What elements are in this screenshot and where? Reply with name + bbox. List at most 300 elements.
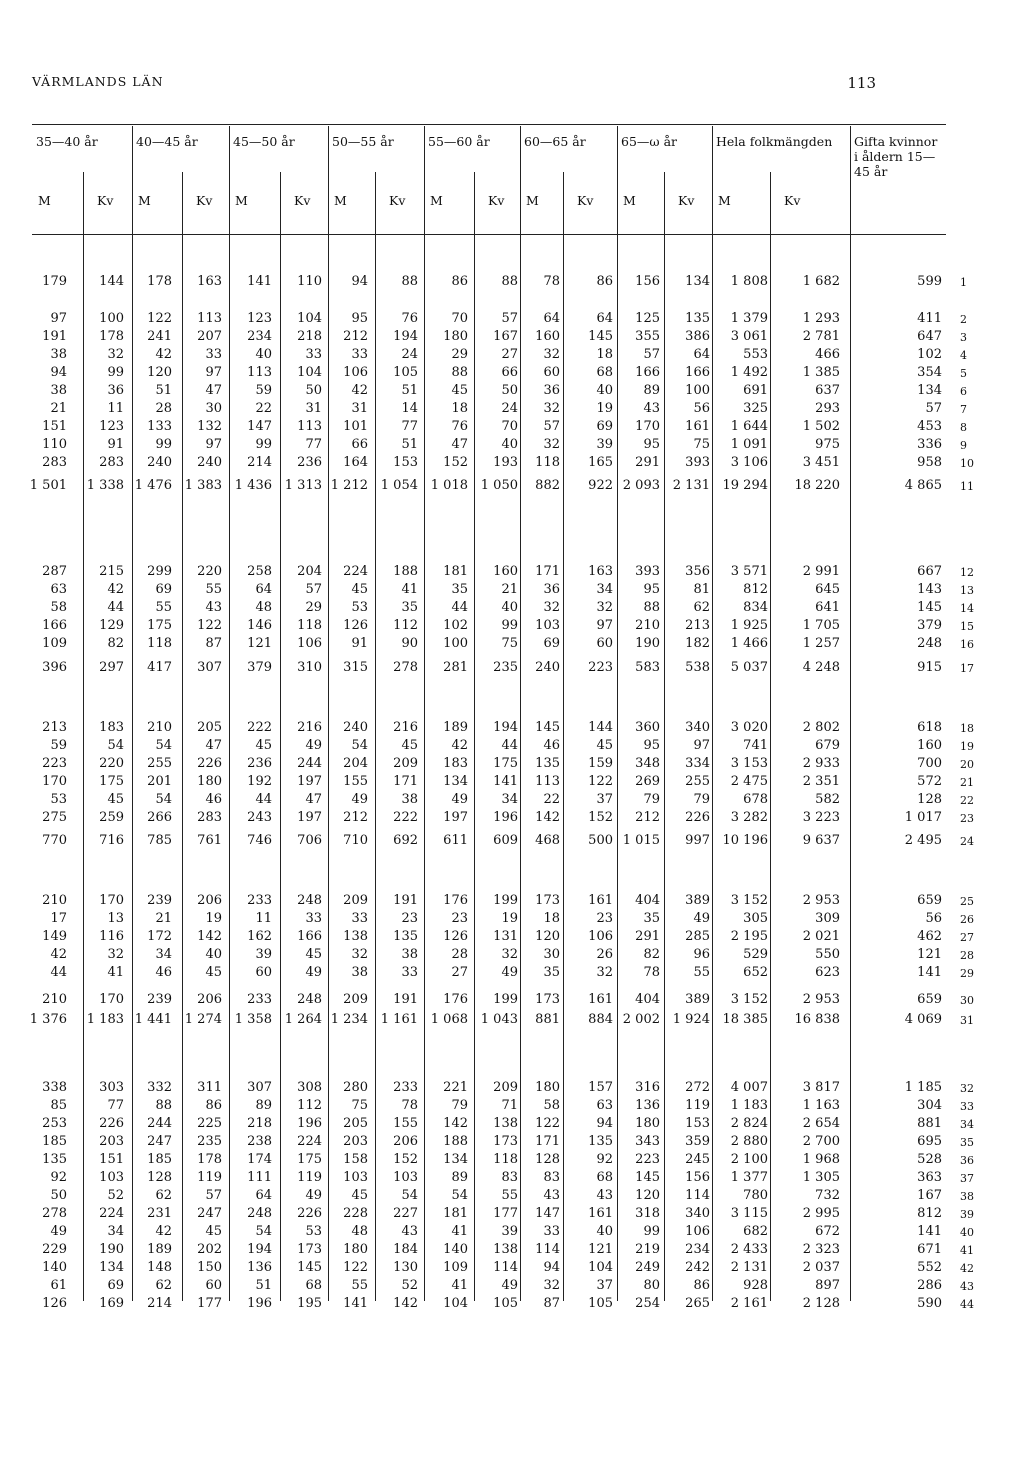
table-cell: 283 xyxy=(99,455,124,470)
line-number: 18 xyxy=(960,722,974,735)
table-cell: 834 xyxy=(743,600,768,615)
table-cell: 129 xyxy=(99,618,124,633)
table-cell: 305 xyxy=(743,911,768,926)
table-cell: 652 xyxy=(743,965,768,980)
table-cell: 145 xyxy=(635,1170,660,1185)
table-cell: 106 xyxy=(685,1224,710,1239)
table-cell: 197 xyxy=(443,810,468,825)
table-cell: 81 xyxy=(693,582,710,597)
table-cell: 659 xyxy=(917,992,942,1007)
table-cell: 255 xyxy=(685,774,710,789)
line-number: 41 xyxy=(960,1244,974,1257)
line-number: 33 xyxy=(960,1100,974,1113)
table-cell: 95 xyxy=(643,738,660,753)
table-cell: 109 xyxy=(443,1260,468,1275)
table-cell: 38 xyxy=(50,383,67,398)
table-cell: 144 xyxy=(99,274,124,289)
table-cell: 2 953 xyxy=(802,992,840,1007)
table-cell: 325 xyxy=(743,401,768,416)
table-cell: 177 xyxy=(197,1296,222,1311)
table-cell: 77 xyxy=(401,419,418,434)
table-cell: 69 xyxy=(155,582,172,597)
table-cell: 45 xyxy=(205,1224,222,1239)
table-cell: 54 xyxy=(351,738,368,753)
table-cell: 178 xyxy=(147,274,172,289)
table-cell: 185 xyxy=(147,1152,172,1167)
table-cell: 105 xyxy=(493,1296,518,1311)
table-cell: 310 xyxy=(297,660,322,675)
table-cell: 24 xyxy=(501,401,518,416)
table-cell: 201 xyxy=(147,774,172,789)
table-cell: 103 xyxy=(393,1170,418,1185)
table-cell: 181 xyxy=(443,1206,468,1221)
table-cell: 165 xyxy=(588,455,613,470)
table-cell: 114 xyxy=(685,1188,710,1203)
table-cell: 87 xyxy=(205,636,222,651)
table-cell: 209 xyxy=(493,1080,518,1095)
table-cell: 191 xyxy=(42,329,67,344)
table-cell: 138 xyxy=(493,1242,518,1257)
table-cell: 163 xyxy=(197,274,222,289)
sub-header-kv: Kv xyxy=(196,193,213,208)
table-cell: 3 020 xyxy=(730,720,768,735)
table-cell: 143 xyxy=(917,582,942,597)
table-cell: 45 xyxy=(401,738,418,753)
table-cell: 253 xyxy=(42,1116,67,1131)
table-cell: 278 xyxy=(393,660,418,675)
table-cell: 42 xyxy=(155,1224,172,1239)
table-cell: 21 xyxy=(501,582,518,597)
table-cell: 248 xyxy=(917,636,942,651)
table-cell: 2 161 xyxy=(730,1296,768,1311)
table-cell: 142 xyxy=(443,1116,468,1131)
table-cell: 57 xyxy=(205,1188,222,1203)
table-cell: 18 385 xyxy=(722,1012,768,1027)
table-cell: 209 xyxy=(343,992,368,1007)
table-cell: 196 xyxy=(493,810,518,825)
table-cell: 338 xyxy=(42,1080,67,1095)
table-cell: 283 xyxy=(42,455,67,470)
table-cell: 41 xyxy=(451,1278,468,1293)
table-cell: 53 xyxy=(305,1224,322,1239)
table-cell: 42 xyxy=(351,383,368,398)
table-cell: 64 xyxy=(543,311,560,326)
table-cell: 122 xyxy=(588,774,613,789)
table-cell: 45 xyxy=(255,738,272,753)
table-cell: 32 xyxy=(543,1278,560,1293)
table-cell: 247 xyxy=(147,1134,172,1149)
table-cell: 128 xyxy=(917,792,942,807)
line-number: 36 xyxy=(960,1154,974,1167)
table-cell: 51 xyxy=(401,437,418,452)
table-cell: 194 xyxy=(493,720,518,735)
table-cell: 54 xyxy=(401,1188,418,1203)
table-cell: 94 xyxy=(351,274,368,289)
table-cell: 404 xyxy=(635,893,660,908)
table-cell: 287 xyxy=(42,564,67,579)
line-number: 9 xyxy=(960,439,967,452)
table-cell: 1 968 xyxy=(802,1152,840,1167)
table-cell: 5 037 xyxy=(730,660,768,675)
table-cell: 33 xyxy=(401,965,418,980)
table-cell: 189 xyxy=(443,720,468,735)
line-number: 13 xyxy=(960,584,974,597)
table-cell: 45 xyxy=(205,965,222,980)
table-cell: 599 xyxy=(917,274,942,289)
table-cell: 94 xyxy=(543,1260,560,1275)
table-cell: 227 xyxy=(393,1206,418,1221)
table-cell: 204 xyxy=(297,564,322,579)
table-cell: 86 xyxy=(596,274,613,289)
table-cell: 44 xyxy=(255,792,272,807)
table-cell: 135 xyxy=(393,929,418,944)
table-cell: 307 xyxy=(197,660,222,675)
table-cell: 193 xyxy=(493,455,518,470)
table-cell: 60 xyxy=(255,965,272,980)
table-cell: 145 xyxy=(297,1260,322,1275)
table-cell: 112 xyxy=(297,1098,322,1113)
table-cell: 39 xyxy=(255,947,272,962)
table-cell: 92 xyxy=(596,1152,613,1167)
table-cell: 46 xyxy=(543,738,560,753)
table-cell: 136 xyxy=(635,1098,660,1113)
table-cell: 248 xyxy=(247,1206,272,1221)
age-group-header: 55—60 år xyxy=(428,134,490,149)
table-cell: 3 817 xyxy=(802,1080,840,1095)
line-number: 21 xyxy=(960,776,974,789)
table-cell: 50 xyxy=(50,1188,67,1203)
table-cell: 106 xyxy=(343,365,368,380)
table-cell: 272 xyxy=(685,1080,710,1095)
table-cell: 89 xyxy=(643,383,660,398)
table-cell: 318 xyxy=(635,1206,660,1221)
table-cell: 220 xyxy=(197,564,222,579)
table-cell: 245 xyxy=(685,1152,710,1167)
table-cell: 40 xyxy=(596,1224,613,1239)
table-cell: 180 xyxy=(197,774,222,789)
table-cell: 244 xyxy=(297,756,322,771)
table-cell: 173 xyxy=(493,1134,518,1149)
table-cell: 118 xyxy=(493,1152,518,1167)
table-cell: 147 xyxy=(247,419,272,434)
table-cell: 110 xyxy=(42,437,67,452)
table-cell: 41 xyxy=(107,965,124,980)
table-cell: 97 xyxy=(205,437,222,452)
table-cell: 286 xyxy=(917,1278,942,1293)
table-cell: 69 xyxy=(596,419,613,434)
table-cell: 86 xyxy=(451,274,468,289)
table-cell: 191 xyxy=(393,992,418,1007)
table-cell: 234 xyxy=(685,1242,710,1257)
table-cell: 17 xyxy=(50,911,67,926)
table-cell: 99 xyxy=(107,365,124,380)
table-cell: 94 xyxy=(50,365,67,380)
table-cell: 48 xyxy=(255,600,272,615)
table-cell: 113 xyxy=(247,365,272,380)
table-cell: 50 xyxy=(501,383,518,398)
table-cell: 404 xyxy=(635,992,660,1007)
table-cell: 222 xyxy=(247,720,272,735)
table-cell: 170 xyxy=(635,419,660,434)
table-cell: 1 068 xyxy=(430,1012,468,1027)
table-cell: 141 xyxy=(343,1296,368,1311)
table-cell: 2 991 xyxy=(802,564,840,579)
table-cell: 44 xyxy=(451,600,468,615)
table-cell: 240 xyxy=(197,455,222,470)
table-cell: 54 xyxy=(255,1224,272,1239)
table-cell: 206 xyxy=(197,893,222,908)
table-cell: 40 xyxy=(205,947,222,962)
table-cell: 52 xyxy=(107,1188,124,1203)
table-cell: 161 xyxy=(685,419,710,434)
table-cell: 34 xyxy=(155,947,172,962)
table-cell: 50 xyxy=(305,383,322,398)
table-cell: 192 xyxy=(247,774,272,789)
table-cell: 141 xyxy=(917,965,942,980)
table-cell: 57 xyxy=(643,347,660,362)
table-cell: 172 xyxy=(147,929,172,944)
table-cell: 667 xyxy=(917,564,942,579)
table-cell: 120 xyxy=(635,1188,660,1203)
table-cell: 466 xyxy=(815,347,840,362)
table-cell: 732 xyxy=(815,1188,840,1203)
table-cell: 1 379 xyxy=(730,311,768,326)
table-cell: 2 880 xyxy=(730,1134,768,1149)
table-cell: 180 xyxy=(343,1242,368,1257)
table-cell: 2 495 xyxy=(904,833,942,848)
table-cell: 83 xyxy=(501,1170,518,1185)
table-cell: 191 xyxy=(393,893,418,908)
table-cell: 170 xyxy=(99,893,124,908)
table-cell: 122 xyxy=(343,1260,368,1275)
table-cell: 1 091 xyxy=(730,437,768,452)
table-cell: 780 xyxy=(743,1188,768,1203)
table-cell: 41 xyxy=(401,582,418,597)
table-cell: 97 xyxy=(596,618,613,633)
table-cell: 62 xyxy=(155,1278,172,1293)
table-cell: 131 xyxy=(493,929,518,944)
table-cell: 42 xyxy=(451,738,468,753)
table-cell: 881 xyxy=(917,1116,942,1131)
table-cell: 2 351 xyxy=(802,774,840,789)
table-cell: 356 xyxy=(685,564,710,579)
table-cell: 207 xyxy=(197,329,222,344)
table-cell: 1 050 xyxy=(480,478,518,493)
table-cell: 30 xyxy=(543,947,560,962)
table-cell: 572 xyxy=(917,774,942,789)
table-cell: 153 xyxy=(393,455,418,470)
table-cell: 171 xyxy=(393,774,418,789)
table-cell: 203 xyxy=(99,1134,124,1149)
line-number: 30 xyxy=(960,994,974,1007)
table-cell: 70 xyxy=(501,419,518,434)
table-cell: 55 xyxy=(501,1188,518,1203)
table-cell: 922 xyxy=(588,478,613,493)
table-cell: 1 234 xyxy=(330,1012,368,1027)
table-cell: 2 933 xyxy=(802,756,840,771)
table-cell: 136 xyxy=(247,1260,272,1275)
line-number: 40 xyxy=(960,1226,974,1239)
table-cell: 389 xyxy=(685,893,710,908)
table-cell: 307 xyxy=(247,1080,272,1095)
table-cell: 70 xyxy=(451,311,468,326)
table-cell: 1 054 xyxy=(380,478,418,493)
table-cell: 60 xyxy=(205,1278,222,1293)
table-cell: 102 xyxy=(917,347,942,362)
table-cell: 95 xyxy=(351,311,368,326)
line-number: 17 xyxy=(960,662,974,675)
table-cell: 161 xyxy=(588,893,613,908)
table-cell: 175 xyxy=(297,1152,322,1167)
table-cell: 355 xyxy=(635,329,660,344)
table-cell: 133 xyxy=(147,419,172,434)
table-cell: 54 xyxy=(107,738,124,753)
sub-header-kv: Kv xyxy=(389,193,406,208)
table-cell: 56 xyxy=(925,911,942,926)
table-cell: 1 466 xyxy=(730,636,768,651)
line-number: 11 xyxy=(960,480,974,493)
table-cell: 396 xyxy=(42,660,67,675)
table-cell: 134 xyxy=(443,1152,468,1167)
table-cell: 9 637 xyxy=(802,833,840,848)
table-cell: 216 xyxy=(297,720,322,735)
table-cell: 34 xyxy=(501,792,518,807)
table-cell: 68 xyxy=(305,1278,322,1293)
table-cell: 135 xyxy=(588,1134,613,1149)
table-cell: 231 xyxy=(147,1206,172,1221)
table-cell: 27 xyxy=(501,347,518,362)
table-cell: 240 xyxy=(147,455,172,470)
table-cell: 119 xyxy=(197,1170,222,1185)
table-cell: 158 xyxy=(343,1152,368,1167)
table-cell: 212 xyxy=(343,329,368,344)
table-cell: 59 xyxy=(255,383,272,398)
table-cell: 100 xyxy=(99,311,124,326)
line-number: 31 xyxy=(960,1014,974,1027)
table-cell: 169 xyxy=(99,1296,124,1311)
table-cell: 2 781 xyxy=(802,329,840,344)
table-cell: 500 xyxy=(588,833,613,848)
table-cell: 33 xyxy=(351,911,368,926)
table-cell: 88 xyxy=(155,1098,172,1113)
table-cell: 166 xyxy=(635,365,660,380)
table-cell: 42 xyxy=(155,347,172,362)
table-cell: 44 xyxy=(50,965,67,980)
table-cell: 240 xyxy=(343,720,368,735)
sub-header-kv: Kv xyxy=(784,193,801,208)
table-cell: 54 xyxy=(155,738,172,753)
age-group-header: 40—45 år xyxy=(136,134,198,149)
sub-header-m: M xyxy=(138,193,151,208)
table-cell: 49 xyxy=(50,1224,67,1239)
table-cell: 220 xyxy=(99,756,124,771)
table-cell: 1 212 xyxy=(330,478,368,493)
sub-header-m: M xyxy=(718,193,731,208)
table-cell: 23 xyxy=(596,911,613,926)
table-cell: 22 xyxy=(543,792,560,807)
table-cell: 583 xyxy=(635,660,660,675)
table-cell: 1 925 xyxy=(730,618,768,633)
table-cell: 58 xyxy=(50,600,67,615)
table-cell: 11 xyxy=(255,911,272,926)
table-cell: 120 xyxy=(535,929,560,944)
table-cell: 35 xyxy=(451,582,468,597)
table-cell: 897 xyxy=(815,1278,840,1293)
table-cell: 291 xyxy=(635,929,660,944)
table-cell: 2 700 xyxy=(802,1134,840,1149)
table-cell: 142 xyxy=(393,1296,418,1311)
table-cell: 94 xyxy=(596,1116,613,1131)
table-cell: 184 xyxy=(393,1242,418,1257)
table-cell: 62 xyxy=(155,1188,172,1203)
table-cell: 975 xyxy=(815,437,840,452)
table-cell: 32 xyxy=(596,600,613,615)
table-cell: 57 xyxy=(501,311,518,326)
table-cell: 2 433 xyxy=(730,1242,768,1257)
table-cell: 58 xyxy=(543,1098,560,1113)
table-cell: 33 xyxy=(351,347,368,362)
table-cell: 88 xyxy=(501,274,518,289)
table-cell: 110 xyxy=(297,274,322,289)
sub-header-m: M xyxy=(235,193,248,208)
table-cell: 258 xyxy=(247,564,272,579)
table-cell: 140 xyxy=(42,1260,67,1275)
table-cell: 334 xyxy=(685,756,710,771)
table-cell: 171 xyxy=(535,1134,560,1149)
table-cell: 79 xyxy=(451,1098,468,1113)
table-cell: 4 865 xyxy=(904,478,942,493)
table-cell: 212 xyxy=(343,810,368,825)
table-cell: 32 xyxy=(543,401,560,416)
table-cell: 42 xyxy=(107,582,124,597)
table-cell: 135 xyxy=(535,756,560,771)
table-cell: 194 xyxy=(247,1242,272,1257)
table-cell: 105 xyxy=(393,365,418,380)
table-cell: 78 xyxy=(401,1098,418,1113)
table-cell: 39 xyxy=(501,1224,518,1239)
table-cell: 812 xyxy=(743,582,768,597)
table-cell: 1 305 xyxy=(802,1170,840,1185)
table-cell: 590 xyxy=(917,1296,942,1311)
table-cell: 647 xyxy=(917,329,942,344)
table-cell: 700 xyxy=(917,756,942,771)
table-cell: 205 xyxy=(343,1116,368,1131)
table-cell: 95 xyxy=(643,582,660,597)
table-cell: 309 xyxy=(815,911,840,926)
table-cell: 224 xyxy=(99,1206,124,1221)
table-cell: 40 xyxy=(501,600,518,615)
table-cell: 269 xyxy=(635,774,660,789)
table-cell: 113 xyxy=(197,311,222,326)
table-cell: 360 xyxy=(635,720,660,735)
table-cell: 229 xyxy=(42,1242,67,1257)
table-cell: 1 705 xyxy=(802,618,840,633)
table-cell: 223 xyxy=(635,1152,660,1167)
table-cell: 915 xyxy=(917,660,942,675)
table-cell: 528 xyxy=(917,1152,942,1167)
line-number: 12 xyxy=(960,566,974,579)
table-cell: 88 xyxy=(401,274,418,289)
table-cell: 239 xyxy=(147,893,172,908)
table-cell: 100 xyxy=(443,636,468,651)
table-cell: 236 xyxy=(247,756,272,771)
table-cell: 194 xyxy=(393,329,418,344)
table-cell: 29 xyxy=(305,600,322,615)
table-cell: 1 018 xyxy=(430,478,468,493)
table-cell: 3 282 xyxy=(730,810,768,825)
table-cell: 33 xyxy=(543,1224,560,1239)
table-cell: 2 131 xyxy=(672,478,710,493)
